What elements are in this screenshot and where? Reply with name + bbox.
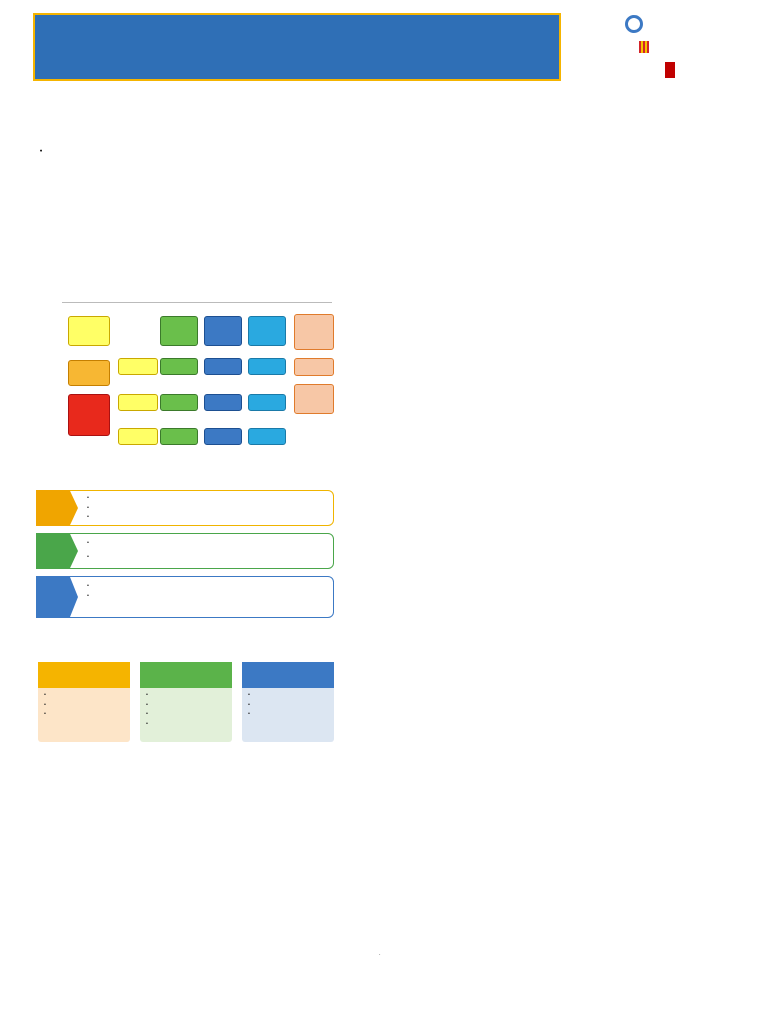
qr-note-text1: . [379,951,381,957]
parents-chart [372,97,572,205]
qr-code-icon[interactable] [662,952,704,994]
q-row-families [38,533,334,569]
box-2020-evaluation [294,314,334,350]
q-tag-school [36,576,78,618]
q-item: • [87,495,89,501]
box-2017-therapist [160,428,198,445]
logos [625,15,745,85]
mini-charts-grid [372,245,718,543]
box-2016-child [68,316,110,346]
box-2019-therapist [248,428,286,445]
box-2019-school [248,394,286,411]
box-2016-school [118,394,158,411]
char-therapists-header [38,662,130,688]
box-2018-visit [204,316,242,346]
box-2016-therapist [68,360,110,386]
q-item: • [87,553,89,560]
intro-section [36,142,381,148]
char-item: • [44,701,46,708]
q-row-therapist [38,490,334,526]
teachers-chart [584,97,714,205]
char-item: • [248,692,250,698]
q-item: • [87,583,89,589]
box-2020-conclusions [294,384,334,414]
method-diagram [62,292,332,452]
box-2019-visit [248,316,286,346]
q-tag-therapist [36,490,78,526]
box-2018-families [204,358,242,375]
box-2018-school [204,394,242,411]
box-2020-return [294,358,334,376]
therapist-chart-svg [128,812,328,987]
box-2016-families [118,358,158,375]
authors [36,103,376,109]
teachers-chart-svg [584,97,714,197]
q-item: • [87,514,89,521]
box-2017-visit [160,316,198,346]
box-2017-school [160,394,198,411]
q-item: • [87,540,89,546]
parents-chart-svg [372,97,572,197]
q-item: • [87,592,89,599]
box-2016-therapist-q [118,428,158,445]
box-2019-families [248,358,286,375]
fundacio-logo-icon [665,62,675,78]
therapist-chart [128,812,328,997]
q-item: • [87,504,89,511]
char-therapists [38,662,130,742]
char-item: • [44,692,46,698]
box-2018-therapist [204,428,242,445]
char-diagnoses-header [140,662,232,688]
char-item: • [248,711,250,718]
gencat-icon [639,41,649,53]
char-item: • [146,701,148,708]
char-diagnoses [140,662,232,742]
char-participants-header [242,662,334,688]
q-row-school [38,576,334,618]
char-item: • [146,711,148,718]
qr-note [379,950,634,963]
char-item: • [44,711,46,718]
header-banner [33,13,561,81]
char-item: • [248,701,250,708]
q-tag-families [36,533,78,569]
timeline-line [62,302,332,303]
char-item: • [146,720,148,727]
box-2016-delivery [68,394,110,436]
box-2017-families [160,358,198,375]
char-participants [242,662,334,742]
pect-logo-icon [625,15,643,33]
char-item: • [146,692,148,698]
